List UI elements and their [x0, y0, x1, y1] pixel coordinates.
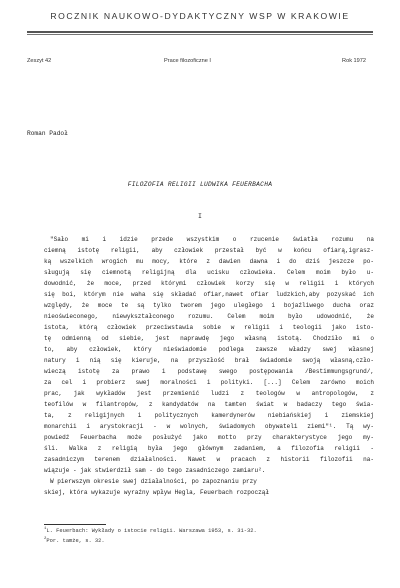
body-line: zasadniczym terenem działalności. Nawet w pracach z historii filozofii na- [44, 456, 374, 463]
section-number: I [198, 213, 202, 220]
body-line: prac, jak wykładów jest przemienić ludzi z teologów w antropologów, z [44, 390, 374, 397]
body-line: monarchii i arystokracji - w wolnych, świadomych obywateli ziemi"¹. Tą wy- [44, 423, 374, 430]
body-line: względy, że moce te są tylko tworem jego uległego i bojaźliwego ducha oraz [44, 302, 374, 309]
year-label: Rok 1972 [342, 58, 366, 64]
body-line: istota, którą człowiek przeciwstawia sobie w religii i teologii jako isto- [44, 324, 374, 331]
issue-label: Zeszyt 42 [27, 58, 52, 64]
body-line: sługują się ciemnotą religijną dla ucisku człowieka. Celem moim było u- [44, 269, 374, 276]
article-title: FILOZOFIA RELIGII LUDWIKA FEUERBACHA [127, 181, 273, 188]
body-line: skiej, która wykazuje wyraźny wpływ Hegla, Feuerbach rozpoczął [44, 489, 269, 496]
body-line: to, aby człowiek, który nieświadomie podlega zawsze władzy swej własnej [44, 346, 374, 353]
header-rule [27, 31, 373, 33]
footnote-2 [44, 537, 105, 544]
body-line: śli. Walka z religią była jego głównym zadaniem, a filozofia religii - [44, 445, 374, 452]
footnote-mark: 2 [44, 537, 47, 541]
series-label: Prace filozoficzne I [164, 58, 211, 64]
body-line: nieoświeconego, niewykształconego rozumu. Celem moim było udowodnić, że [44, 313, 374, 320]
body-line: się boi, którym nie waha się składać ofiar,nawet ofiar ludzkich,aby pozyskać ich [44, 291, 374, 298]
footnote-text: L. Feuerbach: Wykłady o istocie religii. Warszawa 1953, s. 31-32. [46, 528, 257, 534]
body-line: W pierwszym okresie swej działalności, po zapoznaniu przy [50, 478, 257, 485]
body-line: powiedź Feuerbacha może posłużyć jako motto przy charakterystyce jego my- [44, 434, 374, 441]
footnote-mark: 1 [44, 527, 47, 531]
body-line: wieczą istotę za prawo i podstawę swego postępowania /Bestimmungsgrund/, [44, 368, 374, 375]
footnote-text: Por. tamże, s. 32. [46, 538, 105, 544]
author-name: Roman Padoł [27, 130, 68, 137]
footnote-rule [44, 524, 106, 525]
body-line: dowodnić, że moce, przed którymi człowiek korzy się w religii i których [44, 280, 374, 287]
body-line: natury i nią się kieruje, na przyszłość brał świadomie swoją własną,czło- [44, 357, 374, 364]
body-line: ta, z religijnych i politycznych kamerdynerów niebiańskiej i ziemskiej [44, 412, 374, 419]
body-line: za cel i probierz swej moralności i polityki. [...] Celem zarówno moich [44, 379, 374, 386]
body-line: "Sało mi i idzie przede wszystkim o rzucenie światła rozumu na [50, 236, 374, 243]
journal-title: ROCZNIK NAUKOWO-DYDAKTYCZNY WSP W KRAKOWIE [50, 11, 350, 21]
body-line: ciemną istotę religii, aby człowiek przestał być w końcu ofiarą,igrasz- [44, 247, 374, 254]
footnote-1 [44, 527, 257, 534]
body-line: ką wszelkich wrogich mu mocy, które z dawien dawna i do dziś jeszcze po- [44, 258, 374, 265]
body-line: wiązuje - jak stwierdził sam - do tego zasadniczego zamiaru². [44, 467, 266, 474]
header-rule-thin [27, 34, 373, 35]
body-line: teofilów w filantropów, z kandydatów na tamten świat w badaczy tego świa- [44, 401, 374, 408]
body-line: tę odmienną od siebie, jest naprawdę jego własną istotą. Chodziło mi o [44, 335, 374, 342]
